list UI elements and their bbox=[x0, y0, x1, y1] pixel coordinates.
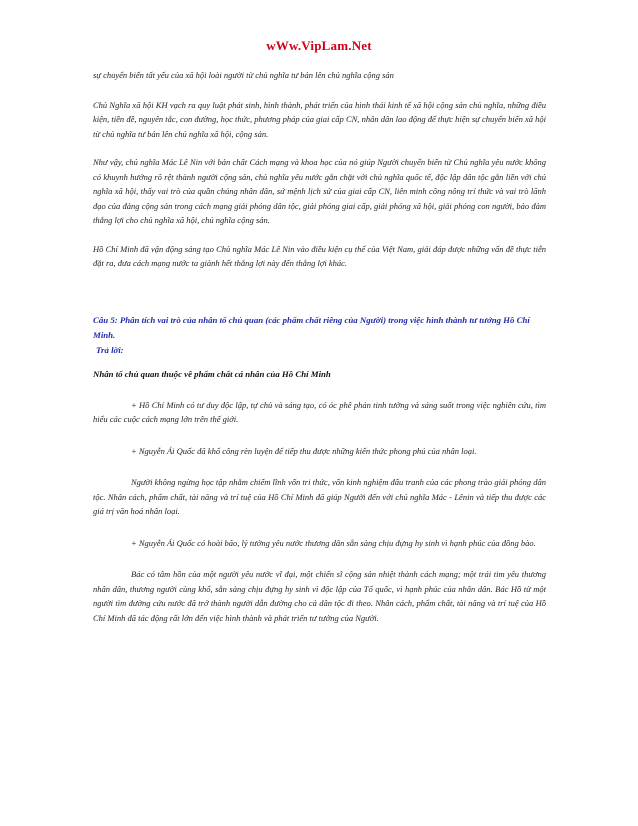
paragraph-marxism-leninism-role: Như vậy, chủ nghĩa Mác Lê Nin với bản chất Cách mạng và khoa học của nó giúp Người chuyển biến từ Chủ nghĩa yêu nước không có khuynh hướng rõ rệt thành người cộng sản, chủ nghĩa yêu nước gắn chặt với chủ nghĩa quốc tế, độc lập dân tộc gắn liền với chủ nghĩa xã hội, thấy vai trò của quần chúng nhân dân, sứ mệnh lịch sử của giai cấp CN, liên minh công nông trí thức và vai trò lãnh đạo của đảng cộng sản trong cách mạng giải phóng dân tộc, giải phóng giai cấp, giải phóng xã hội, giải phóng con người, bảo đảm thắng lợi cho chủ nghĩa xã hội, chủ nghĩa cộng sản. bbox=[93, 157, 546, 225]
document-body bbox=[93, 68, 546, 625]
paragraph-ho-chi-minh-application: Hồ Chí Minh đã vận động sáng tạo Chủ nghĩa Mác Lê Nin vào điều kiện cụ thể của Việt Nam, giải đáp được những vấn đề thực tiễn đặt ra, đưa cách mạng nước ta giành hết thắng lợi này đến thắng lợi khác. bbox=[93, 243, 546, 268]
answer-label: Trả lời: bbox=[96, 344, 124, 355]
paragraph-intro-continuation: sự chuyển biến tất yếu của xã hội loài người từ chủ nghĩa tư bản lên chủ nghĩa cộng sản bbox=[93, 70, 394, 80]
answer-point-continuous-learning: Người không ngừng học tập nhằm chiếm lĩnh vốn tri thức, vốn kinh nghiệm đấu tranh của các phong trào giải phóng dân tộc. Nhân cách, phẩm chất, tài năng và trí tuệ của Hồ Chí Minh đã giúp Người đến với chủ nghĩa Mác - Lênin và tiếp thu được các giá trị văn hoá nhân loại. bbox=[93, 477, 546, 516]
site-watermark-header[interactable]: wWw.VipLam.Net bbox=[266, 38, 372, 53]
answer-point-self-training: + Nguyễn Ái Quốc đã khổ công rèn luyện để tiếp thu được những kiến thức phong phú của nhân loại. bbox=[131, 445, 477, 456]
question-5-title: Câu 5: Phân tích vai trò của nhân tố chủ quan (các phẩm chất riêng của Người) trong việc hình thành tư tưởng Hồ Chí Minh. bbox=[93, 314, 530, 340]
answer-point-independent-thinking: + Hồ Chí Minh có tư duy độc lập, tự chủ và sáng tạo, có óc phê phán tinh tường và sáng suốt trong việc nghiên cứu, tìm hiểu các cuộc cách mạng lớn trên thế giới. bbox=[93, 399, 546, 424]
answer-heading: Nhân tố chủ quan thuộc về phẩm chất cá nhân của Hồ Chí Minh bbox=[93, 368, 331, 379]
answer-point-patriotic-ideal: + Nguyễn Ái Quốc có hoài bão, lý tưởng yêu nước thương dân sẵn sàng chịu đựng hy sinh vì hạnh phúc của đồng bào. bbox=[131, 537, 536, 548]
answer-point-great-soul: Bác có tâm hồn của một người yêu nước vĩ đại, một chiến sĩ cộng sản nhiệt thành cách mạng; một trái tim yêu thương nhân dân, thương người cùng khổ, sẵn sàng chịu đựng hy sinh vì độc lập của Tổ quốc, vì hạnh phúc của nhân dân. Bác Hồ từ một người tìm đường cứu nước đã trở thành người dẫn đường cho cả dân tộc đi theo. Nhân cách, phẩm chất, tài năng và trí tuệ của Hồ Chí Minh đã tác động rất lớn đến việc hình thành và phát triển tư tưởng của Người. bbox=[93, 569, 546, 623]
paragraph-scientific-socialism: Chủ Nghĩa xã hội KH vạch ra quy luật phát sinh, hình thành, phát triển của hình thái kinh tế xã hội cộng sản chủ nghĩa, những điều kiện, tiền đề, nguyên tắc, con đường, học thức, phương pháp của giai cấp CN, nhân dân lao động để thực hiện sự chuyển biến xã hội từ chủ nghĩa tư bản lên chủ nghĩa xã hội, cộng sản. bbox=[93, 99, 546, 139]
